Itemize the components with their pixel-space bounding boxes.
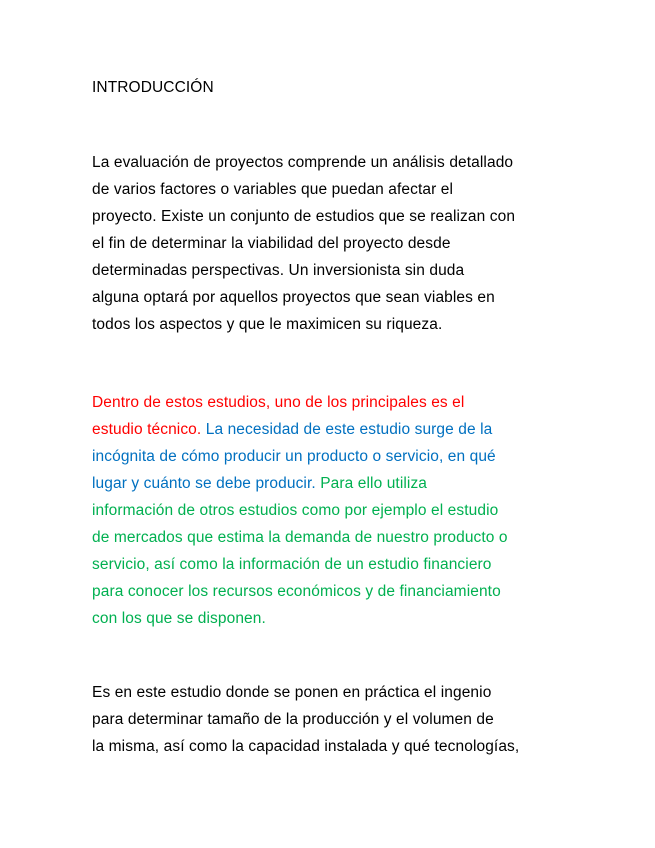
page-title: INTRODUCCIÓN [92,79,214,96]
text-line: todos los aspectos y que le maximicen su riqueza. [92,316,443,333]
text-line: La evaluación de proyectos comprende un análisis detallado [92,154,514,171]
text-line: proyecto. Existe un conjunto de estudios que se realizan con [92,208,516,225]
text-line: de varios factores o variables que puedan afectar el [92,181,454,198]
text-line [92,474,427,494]
text-line: información de otros estudios como por ejemplo el estudio [92,502,499,519]
text-line: la misma, así como la capacidad instalada y qué tecnologías, [92,738,520,755]
text-red: estudio técnico. [92,421,202,438]
text-green: Para ello utiliza [320,475,428,492]
text-line: para conocer los recursos económicos y de financiamiento [92,583,501,600]
text-line: Dentro de estos estudios, uno de los principales es el [92,394,465,411]
text-line: para determinar tamaño de la producción y el volumen de [92,711,494,728]
text-line: de mercados que estima la demanda de nuestro producto o [92,529,508,546]
text-line: determinadas perspectivas. Un inversionista sin duda [92,262,465,279]
text-blue: La necesidad de este estudio surge de la [205,421,493,438]
text-line: alguna optará por aquellos proyectos que sean viables en [92,289,495,306]
text-line: Es en este estudio donde se ponen en práctica el ingenio [92,684,492,701]
text-line: servicio, así como la información de un estudio financiero [92,556,492,573]
text-blue: lugar y cuánto se debe producir. [92,475,316,492]
text-line: incógnita de cómo producir un producto o servicio, en qué [92,448,496,465]
text-line: el fin de determinar la viabilidad del proyecto desde [92,235,451,252]
text-line [92,420,492,440]
text-line: con los que se disponen. [92,610,266,627]
